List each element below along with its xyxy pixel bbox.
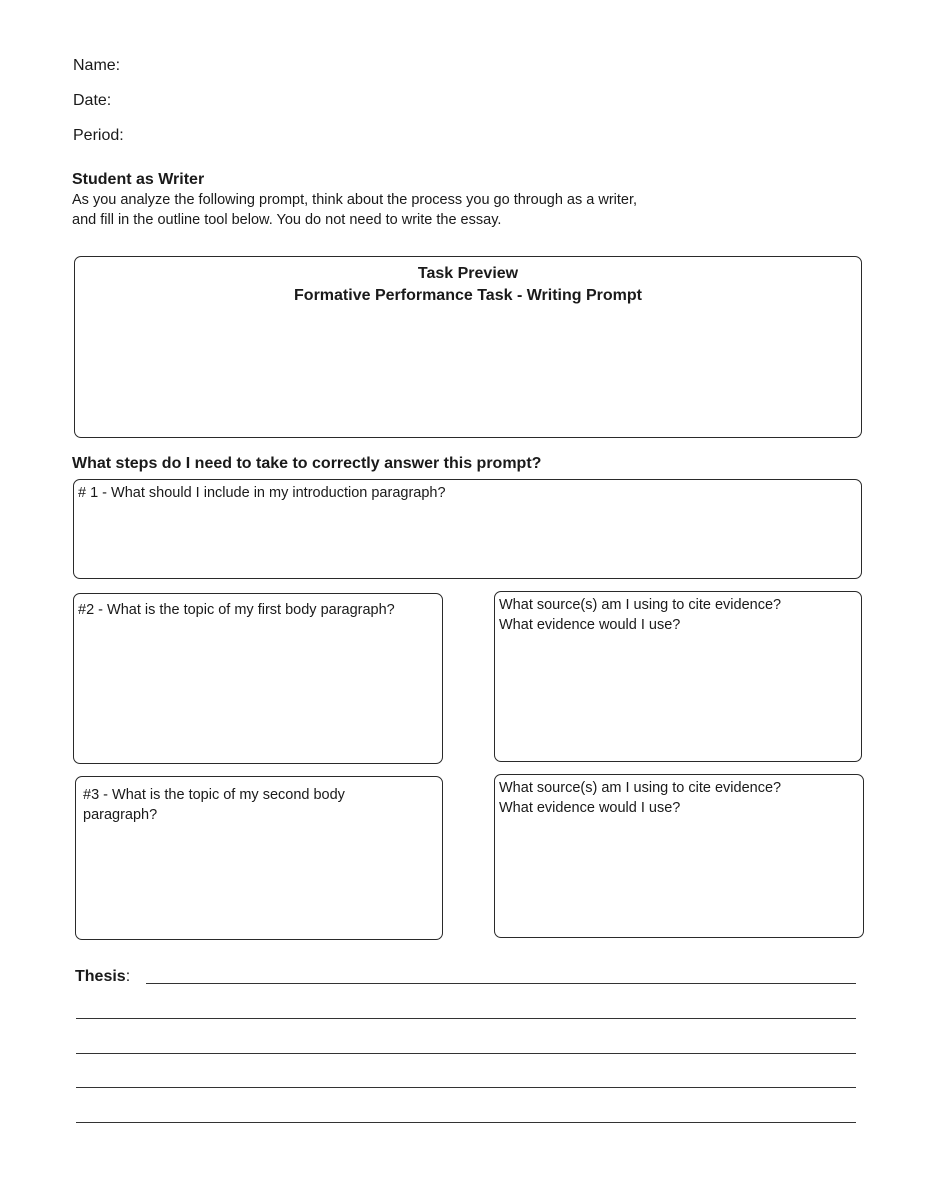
thesis-line-4[interactable] <box>76 1087 856 1088</box>
name-label: Name: <box>73 57 121 74</box>
thesis-line-5[interactable] <box>76 1122 856 1123</box>
second-body-prompt-line-1: #3 - What is the topic of my second body <box>83 787 345 803</box>
task-preview-title: Task Preview <box>417 265 519 282</box>
intro-paragraph-prompt: # 1 - What should I include in my introduction paragraph? <box>78 485 446 501</box>
evidence-2-evidence-question: What evidence would I use? <box>499 800 681 816</box>
evidence-box-2-prompt <box>495 775 863 821</box>
second-body-paragraph-prompt <box>76 777 442 828</box>
task-preview-subtitle: Formative Performance Task - Writing Prompt <box>294 287 642 304</box>
thesis-line-3[interactable] <box>76 1053 856 1054</box>
thesis-line-2[interactable] <box>76 1018 856 1019</box>
instructions-line-2: and fill in the outline tool below. You do not need to write the essay. <box>72 212 502 228</box>
second-body-paragraph-box[interactable] <box>75 776 443 940</box>
evidence-box-2[interactable] <box>494 774 864 938</box>
thesis-line-1[interactable] <box>146 983 856 984</box>
date-label: Date: <box>73 92 112 109</box>
evidence-box-1[interactable] <box>494 591 862 762</box>
instructions-line-1: As you analyze the following prompt, think about the process you go through as a writer, <box>72 192 638 208</box>
thesis-label-text: Thesis <box>75 968 126 985</box>
period-label: Period: <box>73 127 124 144</box>
intro-paragraph-box[interactable] <box>73 479 862 579</box>
evidence-box-1-prompt <box>495 592 861 638</box>
second-body-prompt-line-2: paragraph? <box>83 807 158 823</box>
steps-heading: What steps do I need to take to correctly answer this prompt? <box>72 455 542 472</box>
section-title: Student as Writer <box>72 171 205 188</box>
thesis-label-colon: : <box>125 968 131 985</box>
task-preview-box[interactable] <box>74 256 862 438</box>
evidence-1-sources-question: What source(s) am I using to cite evidence? <box>499 597 782 613</box>
thesis-label <box>75 968 130 986</box>
first-body-paragraph-box[interactable] <box>73 593 443 764</box>
first-body-paragraph-prompt: #2 - What is the topic of my first body paragraph? <box>78 602 395 618</box>
evidence-1-evidence-question: What evidence would I use? <box>499 617 681 633</box>
evidence-2-sources-question: What source(s) am I using to cite evidence? <box>499 780 782 796</box>
